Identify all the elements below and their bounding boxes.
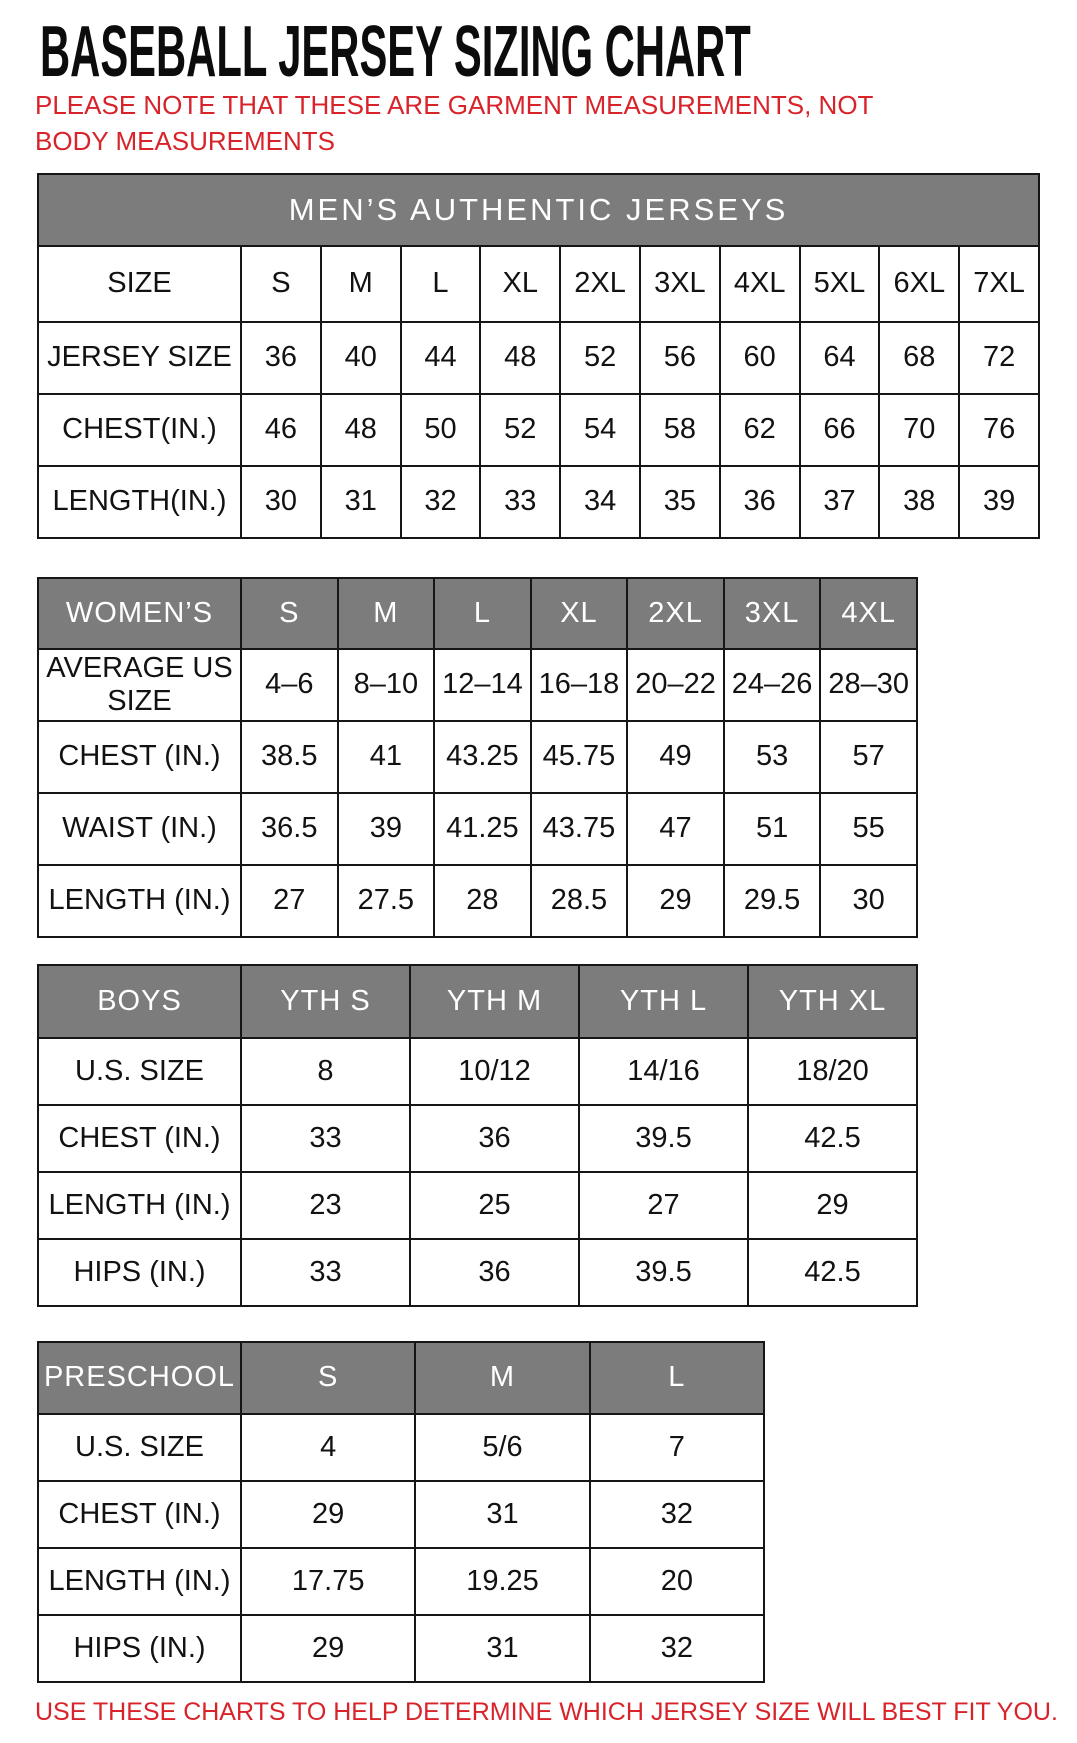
table-header-row (38, 1342, 764, 1414)
table-row (38, 466, 1039, 538)
table-cell: 33 (241, 1105, 410, 1172)
table-cell: 38 (879, 466, 959, 538)
table-cell: 41 (338, 721, 435, 793)
table-cell: 33 (480, 466, 560, 538)
table-cell: 49 (627, 721, 724, 793)
row-label: AVERAGE US SIZE (38, 649, 241, 721)
column-header: 2XL (627, 578, 724, 649)
table-cell: 62 (720, 394, 800, 466)
table-cell: 27.5 (338, 865, 435, 937)
table-cell: 29.5 (724, 865, 821, 937)
table-row (38, 1038, 917, 1105)
table-cell: 45.75 (531, 721, 628, 793)
page-title: BASEBALL JERSEY SIZING CHART (40, 12, 751, 92)
row-label: LENGTH (IN.) (38, 1548, 241, 1615)
table-cell: 48 (321, 394, 401, 466)
table-cell: 36 (241, 322, 321, 394)
womens-table-grid (37, 577, 918, 938)
column-header: M (338, 578, 435, 649)
table-cell: 35 (640, 466, 720, 538)
row-label: CHEST (IN.) (38, 1481, 241, 1548)
table-cell: 42.5 (748, 1239, 917, 1306)
table-cell: 18/20 (748, 1038, 917, 1105)
table-cell: 50 (401, 394, 481, 466)
table-cell: 28–30 (820, 649, 917, 721)
column-header: 6XL (879, 246, 959, 322)
table-cell: 58 (640, 394, 720, 466)
table-cell: 20 (590, 1548, 764, 1615)
column-header: SIZE (38, 246, 241, 322)
table-cell: 48 (480, 322, 560, 394)
column-header: XL (480, 246, 560, 322)
column-header: YTH L (579, 965, 748, 1038)
table-cell: 7 (590, 1414, 764, 1481)
table-cell: 68 (879, 322, 959, 394)
table-cell: 55 (820, 793, 917, 865)
table-header-row (38, 965, 917, 1038)
column-header: 4XL (720, 246, 800, 322)
table-cell: 28 (434, 865, 531, 937)
table-cell: 38.5 (241, 721, 338, 793)
table-cell: 32 (401, 466, 481, 538)
table-row (38, 394, 1039, 466)
table-cell: 51 (724, 793, 821, 865)
table-cell: 39.5 (579, 1239, 748, 1306)
table-cell: 46 (241, 394, 321, 466)
row-label: CHEST(IN.) (38, 394, 241, 466)
preschool-sizing-table (37, 1341, 765, 1683)
table-banner: MEN’S AUTHENTIC JERSEYS (38, 174, 1039, 246)
table-cell: 30 (241, 466, 321, 538)
table-cell: 76 (959, 394, 1039, 466)
table-cell: 39 (338, 793, 435, 865)
table-cell: 52 (480, 394, 560, 466)
table-cell: 39.5 (579, 1105, 748, 1172)
column-header: S (241, 1342, 415, 1414)
table-cell: 29 (241, 1481, 415, 1548)
table-cell: 8–10 (338, 649, 435, 721)
garment-measurements-note: PLEASE NOTE THAT THESE ARE GARMENT MEASUREMENTS, NOT BODY MEASUREMENTS (35, 90, 873, 156)
table-cell: 36 (410, 1239, 579, 1306)
table-row (38, 1239, 917, 1306)
column-header: 2XL (560, 246, 640, 322)
table-cell: 28.5 (531, 865, 628, 937)
column-header: 4XL (820, 578, 917, 649)
column-header: WOMEN’S (38, 578, 241, 649)
table-row (38, 1414, 764, 1481)
column-header: 5XL (800, 246, 880, 322)
column-header: 3XL (724, 578, 821, 649)
column-header: YTH S (241, 965, 410, 1038)
row-label: U.S. SIZE (38, 1038, 241, 1105)
table-cell: 25 (410, 1172, 579, 1239)
table-cell: 36 (410, 1105, 579, 1172)
table-row (38, 793, 917, 865)
table-cell: 42.5 (748, 1105, 917, 1172)
table-cell: 8 (241, 1038, 410, 1105)
table-cell: 33 (241, 1239, 410, 1306)
column-header: YTH M (410, 965, 579, 1038)
table-row (38, 1481, 764, 1548)
row-label: CHEST (IN.) (38, 1105, 241, 1172)
table-cell: 31 (415, 1615, 589, 1682)
table-cell: 12–14 (434, 649, 531, 721)
table-cell: 41.25 (434, 793, 531, 865)
column-header: BOYS (38, 965, 241, 1038)
table-cell: 56 (640, 322, 720, 394)
table-cell: 44 (401, 322, 481, 394)
table-cell: 70 (879, 394, 959, 466)
table-row (38, 649, 917, 721)
table-cell: 27 (579, 1172, 748, 1239)
table-cell: 43.25 (434, 721, 531, 793)
womens-sizing-table (37, 577, 918, 938)
table-cell: 4 (241, 1414, 415, 1481)
table-row (38, 1548, 764, 1615)
row-label: CHEST (IN.) (38, 721, 241, 793)
column-header: L (434, 578, 531, 649)
table-cell: 10/12 (410, 1038, 579, 1105)
table-cell: 52 (560, 322, 640, 394)
table-cell: 31 (415, 1481, 589, 1548)
preschool-table-grid (37, 1341, 765, 1683)
table-cell: 19.25 (415, 1548, 589, 1615)
table-header-row (38, 246, 1039, 322)
boys-sizing-table (37, 964, 918, 1307)
table-cell: 47 (627, 793, 724, 865)
table-cell: 40 (321, 322, 401, 394)
table-cell: 57 (820, 721, 917, 793)
row-label: HIPS (IN.) (38, 1615, 241, 1682)
table-cell: 36 (720, 466, 800, 538)
row-label: JERSEY SIZE (38, 322, 241, 394)
table-cell: 24–26 (724, 649, 821, 721)
table-cell: 23 (241, 1172, 410, 1239)
boys-table-grid (37, 964, 918, 1307)
table-row (38, 865, 917, 937)
table-cell: 4–6 (241, 649, 338, 721)
table-cell: 5/6 (415, 1414, 589, 1481)
table-header-row (38, 578, 917, 649)
row-label: U.S. SIZE (38, 1414, 241, 1481)
table-cell: 29 (241, 1615, 415, 1682)
table-cell: 60 (720, 322, 800, 394)
row-label: WAIST (IN.) (38, 793, 241, 865)
table-cell: 54 (560, 394, 640, 466)
table-row (38, 1615, 764, 1682)
table-cell: 36.5 (241, 793, 338, 865)
table-row (38, 322, 1039, 394)
column-header: 7XL (959, 246, 1039, 322)
row-label: LENGTH(IN.) (38, 466, 241, 538)
column-header: L (401, 246, 481, 322)
table-cell: 39 (959, 466, 1039, 538)
column-header: M (321, 246, 401, 322)
table-cell: 14/16 (579, 1038, 748, 1105)
table-cell: 31 (321, 466, 401, 538)
mens-sizing-table (37, 173, 1040, 539)
table-cell: 66 (800, 394, 880, 466)
table-cell: 53 (724, 721, 821, 793)
column-header: 3XL (640, 246, 720, 322)
table-cell: 64 (800, 322, 880, 394)
table-cell: 29 (627, 865, 724, 937)
footer-note: USE THESE CHARTS TO HELP DETERMINE WHICH JERSEY SIZE WILL BEST FIT YOU. (35, 1698, 1058, 1726)
table-cell: 34 (560, 466, 640, 538)
table-cell: 32 (590, 1481, 764, 1548)
table-row (38, 1172, 917, 1239)
column-header: PRESCHOOL (38, 1342, 241, 1414)
table-row (38, 721, 917, 793)
table-cell: 29 (748, 1172, 917, 1239)
table-banner-row (38, 174, 1039, 246)
table-cell: 30 (820, 865, 917, 937)
table-cell: 37 (800, 466, 880, 538)
column-header: YTH XL (748, 965, 917, 1038)
table-cell: 16–18 (531, 649, 628, 721)
row-label: HIPS (IN.) (38, 1239, 241, 1306)
column-header: XL (531, 578, 628, 649)
mens-table-grid (37, 173, 1040, 539)
row-label: LENGTH (IN.) (38, 1172, 241, 1239)
column-header: M (415, 1342, 589, 1414)
table-cell: 20–22 (627, 649, 724, 721)
table-row (38, 1105, 917, 1172)
row-label: LENGTH (IN.) (38, 865, 241, 937)
table-cell: 72 (959, 322, 1039, 394)
table-cell: 43.75 (531, 793, 628, 865)
column-header: S (241, 578, 338, 649)
table-cell: 17.75 (241, 1548, 415, 1615)
table-cell: 27 (241, 865, 338, 937)
column-header: S (241, 246, 321, 322)
column-header: L (590, 1342, 764, 1414)
table-cell: 32 (590, 1615, 764, 1682)
